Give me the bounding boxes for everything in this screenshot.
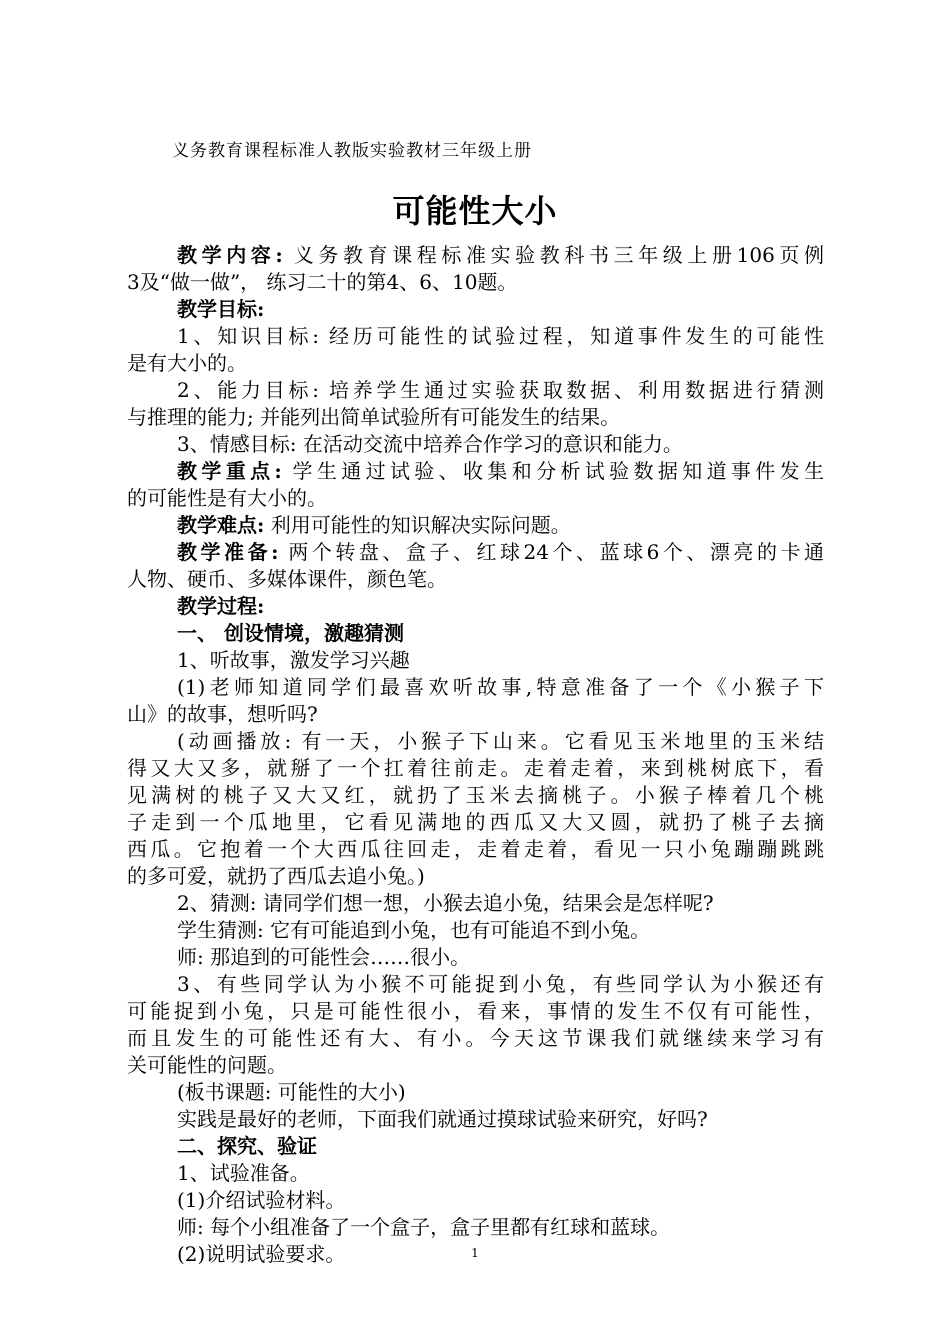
text-line: 教学过程: (177, 594, 265, 618)
text-line: 子走到一个瓜地里，它看见满地的西瓜又大又圆，就扔了桃子去摘 (127, 810, 824, 834)
text-line: 山》的故事，想听吗? (127, 702, 318, 726)
document-subtitle: 义务教育课程标准人教版实验教材三年级上册 (172, 141, 532, 161)
text-line: 西瓜。它抱着一个大西瓜往回走，走着走着，看见一只小兔蹦蹦跳跳 (127, 837, 824, 861)
text-line: 与推理的能力; 并能列出简单试验所有可能发生的结果。 (127, 405, 621, 429)
text-line: 得又大又多，就掰了一个扛着往前走。走着走着，来到桃树底下，看 (127, 756, 824, 780)
text-line: 的可能性是有大小的。 (127, 486, 327, 510)
document-title: 可能性大小 (392, 192, 558, 230)
text-line: 1、听故事，激发学习兴趣 (177, 648, 410, 672)
text-line: 的多可爱，就扔了西瓜去追小兔。) (127, 864, 425, 888)
text-line: 教学重点: 学生通过试验、收集和分析试验数据知道事件发生 (177, 459, 824, 483)
text-line: 师: 那追到的可能性会……很小。 (177, 945, 471, 969)
text-line: 1、知识目标: 经历可能性的试验过程，知道事件发生的可能性 (177, 324, 824, 348)
text-line: 人物、硬币、多媒体课件，颜色笔。 (127, 567, 447, 591)
text-line: 可能捉到小兔，只是可能性很小，看来，事情的发生不仅有可能性， (127, 999, 824, 1023)
text-line: 关可能性的问题。 (127, 1053, 287, 1077)
text-line: (1)老师知道同学们最喜欢听故事,特意准备了一个《小猴子下 (177, 675, 824, 699)
text-line: 教学内容: 义务教育课程标准实验教科书三年级上册106页例 (177, 243, 824, 267)
section-heading: 一、 创设情境，激趣猜测 (177, 621, 404, 645)
text-line: 2、猜测: 请同学们想一想，小猴去追小兔，结果会是怎样呢? (177, 891, 714, 915)
page-number: 1 (471, 1246, 479, 1260)
text-line: 2、能力目标: 培养学生通过实验获取数据、利用数据进行猜测 (177, 378, 824, 402)
text-line: 3、有些同学认为小猴不可能捉到小兔，有些同学认为小猴还有 (177, 972, 824, 996)
text-line: 见满树的桃子又大又红，就扔了玉米去摘桃子。小猴子棒着几个桃 (127, 783, 824, 807)
text-line: (1)介绍试验材料。 (177, 1188, 346, 1212)
text-line: (板书课题: 可能性的大小) (177, 1080, 406, 1104)
text-line: 学生猜测: 它有可能追到小兔，也有可能追不到小兔。 (177, 918, 651, 942)
text-line: 教学难点: 利用可能性的知识解决实际问题。 (177, 513, 571, 537)
text-line: 教学准备: 两个转盘、盒子、红球24个、蓝球6个、漂亮的卡通 (177, 540, 824, 564)
text-line: 3、情感目标: 在活动交流中培养合作学习的意识和能力。 (177, 432, 683, 456)
text-line: 是有大小的。 (127, 351, 247, 375)
text-line: 教学目标: (177, 297, 265, 321)
text-line: 3及“做一做”， 练习二十的第4、6、10题。 (127, 270, 518, 294)
text-line: 实践是最好的老师，下面我们就通过摸球试验来研究，好吗? (177, 1107, 708, 1131)
text-line: 师: 每个小组准备了一个盒子，盒子里都有红球和蓝球。 (177, 1215, 671, 1239)
text-line: 1、试验准备。 (177, 1161, 310, 1185)
text-line: 而且发生的可能性还有大、有小。今天这节课我们就继续来学习有 (127, 1026, 824, 1050)
section-heading: 二、探究、验证 (177, 1134, 317, 1158)
document-body (127, 242, 824, 1268)
text-line: (动画播放: 有一天，小猴子下山来。它看见玉米地里的玉米结 (177, 729, 824, 753)
text-line: (2)说明试验要求。 (177, 1242, 346, 1266)
